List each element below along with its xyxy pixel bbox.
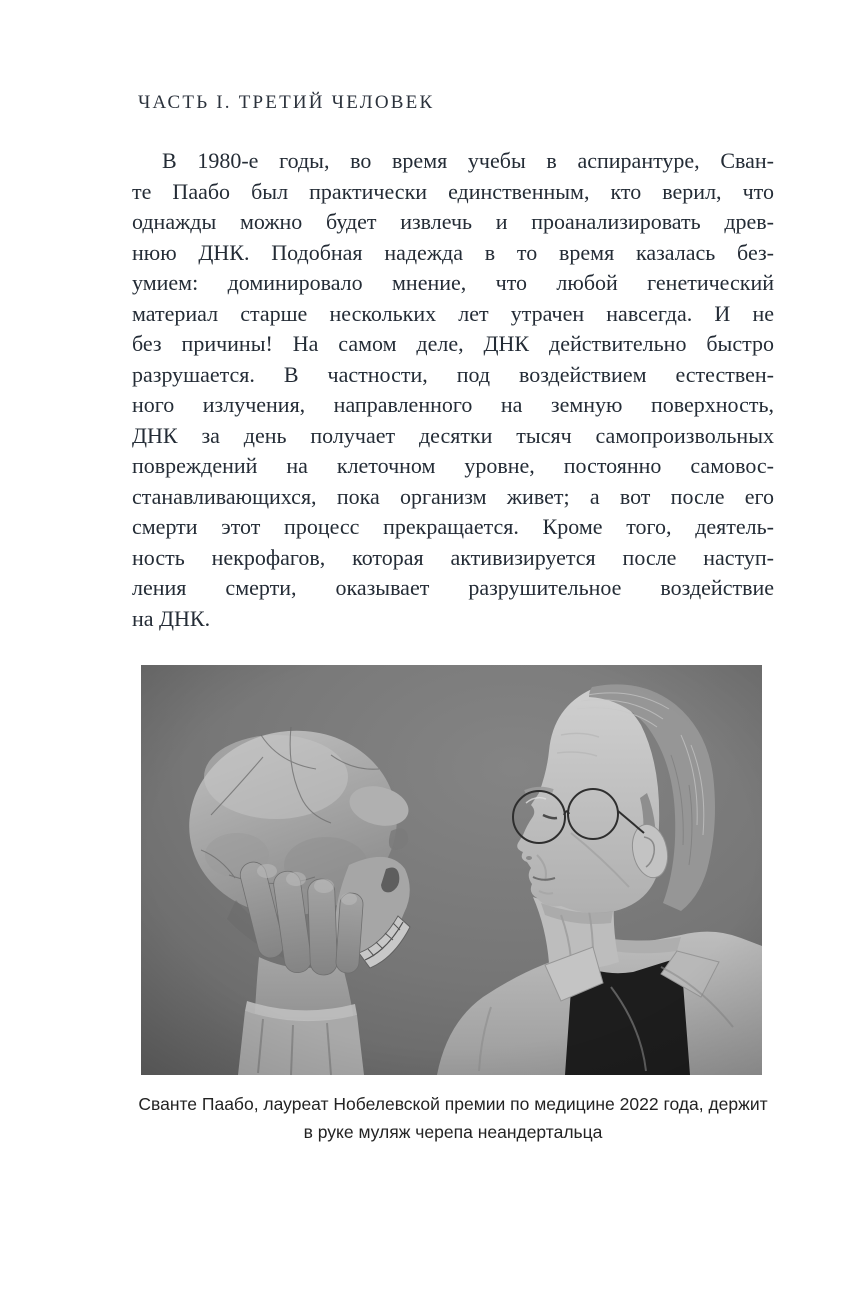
photo-vignette xyxy=(141,665,762,1075)
body-line: умием: доминировало мнение, что любой генетический xyxy=(132,270,774,295)
photo-svante-paabo xyxy=(141,665,762,1075)
body-line: станавливающихся, пока организм живет; а вот после его xyxy=(132,483,774,509)
body-line: однажды можно будет извлечь и проанализировать древ- xyxy=(132,209,774,234)
chapter-header: ЧАСТЬ I. ТРЕТИЙ ЧЕЛОВЕК xyxy=(138,92,435,113)
body-line: нюю ДНК. Подобная надежда в то время казалась без- xyxy=(132,239,774,265)
body-line: без причины! На самом деле, ДНК действительно быстро xyxy=(132,331,774,356)
body-line: ДНК за день получает десятки тысяч самопроизвольных xyxy=(132,422,774,448)
body-line: В 1980-е годы, во время учебы в аспирантуре, Сван- xyxy=(162,148,774,173)
body-line: ного излучения, направленного на земную поверхность, xyxy=(132,392,774,417)
body-line: ления смерти, оказывает разрушительное воздействие xyxy=(132,575,774,600)
body-line: ность некрофагов, которая активизируется после наступ- xyxy=(132,544,774,570)
body-line: те Паабо был практически единственным, кто верил, что xyxy=(132,178,774,204)
body-paragraph xyxy=(132,146,774,634)
body-line: материал старше нескольких лет утрачен навсегда. И не xyxy=(132,300,774,326)
body-line: повреждений на клеточном уровне, постоянно самовос- xyxy=(132,453,774,478)
caption-line: Сванте Паабо, лауреат Нобелевской премии по медицине 2022 года, держит xyxy=(138,1094,768,1114)
figure-caption xyxy=(132,1091,774,1146)
body-line: разрушается. В частности, под воздействием естествен- xyxy=(132,361,774,387)
body-line: на ДНК. xyxy=(132,605,211,631)
caption-line: в руке муляж черепа неандертальца xyxy=(303,1121,603,1142)
body-line: смерти этот процесс прекращается. Кроме того, деятель- xyxy=(132,514,774,539)
